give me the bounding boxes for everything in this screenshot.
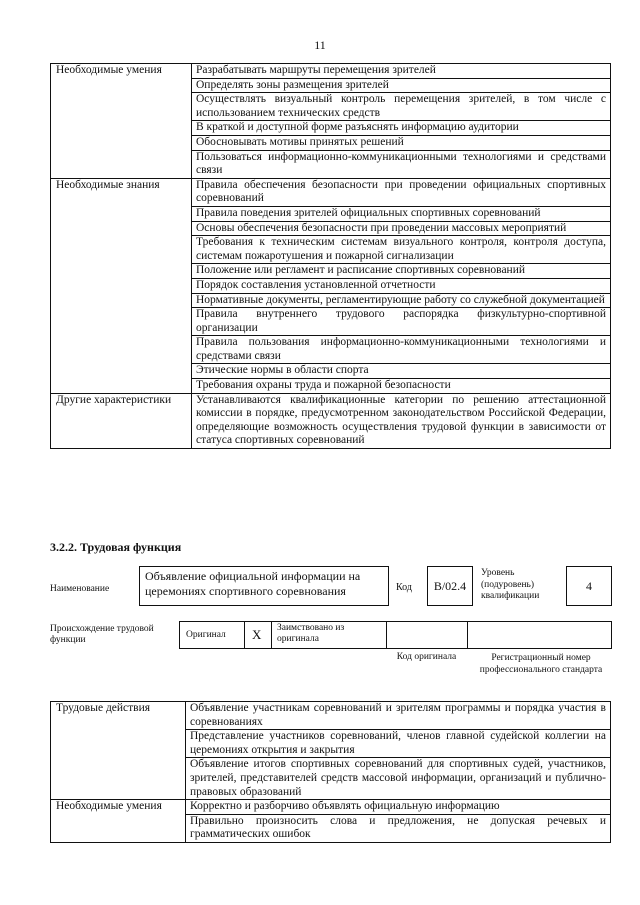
code-label: Код <box>396 582 412 593</box>
table-cell: Разрабатывать маршруты перемещения зрителей <box>192 64 611 79</box>
table-cell: Устанавливаются квалификационные категории по решению аттестационной комиссии в порядке, предусмотренном законодательством Российской Федерации, определяющие возможность осуществления трудовой функции в зависимости от статуса спортивных соревнований <box>192 393 611 448</box>
code-original-caption: Код оригинала <box>396 652 457 662</box>
function-name: Объявление официальной информации на церемониях спортивного соревнования <box>145 569 361 598</box>
table-cell: Представление участников соревнований, членов главной судейской коллегии на церемониях открытия и закрытия <box>186 730 611 758</box>
reg-number-caption: Регистрационный номер профессионального стандарта <box>479 653 603 675</box>
borrowed-label: Заимствовано из оригинала <box>277 623 345 644</box>
table-row <box>51 800 611 815</box>
row-group-label: Необходимые умения <box>51 800 186 843</box>
function-name-box <box>139 566 389 606</box>
table-cell: Пользоваться информационно-коммуникационными технологиями и средствами связи <box>192 150 611 178</box>
table-cell: Основы обеспечения безопасности при проведении массовых мероприятий <box>192 221 611 236</box>
table-cell: Правильно произносить слова и предложения, не допуская речевых и грамматических ошибок <box>186 814 611 842</box>
level-box <box>566 566 612 606</box>
name-label: Наименование <box>50 584 110 594</box>
table-cell: Определять зоны размещения зрителей <box>192 78 611 93</box>
row-group-label: Необходимые умения <box>51 64 192 179</box>
table-cell: Корректно и разборчиво объявлять официальную информацию <box>186 800 611 815</box>
level-label: Уровень (подуровень) квалификации <box>481 568 540 601</box>
table-cell: Этические нормы в области спорта <box>192 364 611 379</box>
code-box <box>427 566 473 606</box>
table-cell: Требования охраны труда и пожарной безопасности <box>192 379 611 394</box>
origin-label: Происхождение трудовой функции <box>50 624 154 645</box>
table-cell: Правила пользования информационно-коммуникационными технологиями и средствами связи <box>192 336 611 364</box>
origin-divider <box>244 621 245 649</box>
origin-divider <box>271 621 272 649</box>
table-row <box>51 393 611 448</box>
table-row <box>51 178 611 206</box>
requirements-table <box>50 63 611 449</box>
table-cell: Объявление участникам соревнований и зрителям программы и порядка участия в соревнованиях <box>186 702 611 730</box>
row-group-label: Трудовые действия <box>51 702 186 800</box>
table-cell: Порядок составления установленной отчетности <box>192 278 611 293</box>
labor-actions-table <box>50 701 611 843</box>
table-cell: Правила обеспечения безопасности при проведении официальных спортивных соревнований <box>192 178 611 206</box>
table-cell: Правила поведения зрителей официальных спортивных соревнований <box>192 206 611 221</box>
table-row <box>51 64 611 79</box>
table-cell: Правила внутреннего трудового распорядка физкультурно-спортивной организации <box>192 308 611 336</box>
section-title: 3.2.2. Трудовая функция <box>50 540 182 554</box>
original-label: Оригинал <box>186 630 226 640</box>
row-group-label: Необходимые знания <box>51 178 192 393</box>
original-mark: X <box>252 627 262 642</box>
table-cell: Требования к техническим системам визуального контроля, контроля доступа, системам пожаротушения и пожарной сигнализации <box>192 236 611 264</box>
row-group-label: Другие характеристики <box>51 393 192 448</box>
table-cell: Обосновывать мотивы принятых решений <box>192 135 611 150</box>
table-cell: В краткой и доступной форме разъяснять информацию аудитории <box>192 121 611 136</box>
page-number: 11 <box>314 38 326 52</box>
code-value: B/02.4 <box>433 578 467 593</box>
table-cell: Нормативные документы, регламентирующие работу со служебной документацией <box>192 293 611 308</box>
table-row <box>51 702 611 730</box>
table-cell: Положение или регламент и расписание спортивных соревнований <box>192 264 611 279</box>
level-value: 4 <box>586 578 592 593</box>
origin-divider <box>467 621 468 649</box>
table-cell: Объявление итогов спортивных соревнований для спортивных судей, участников, зрителей, представителей средств массовой информации, организаций и публично-правовых образований <box>186 758 611 800</box>
table-cell: Осуществлять визуальный контроль перемещения зрителей, в том числе с использованием технических средств <box>192 93 611 121</box>
origin-divider <box>386 621 387 649</box>
